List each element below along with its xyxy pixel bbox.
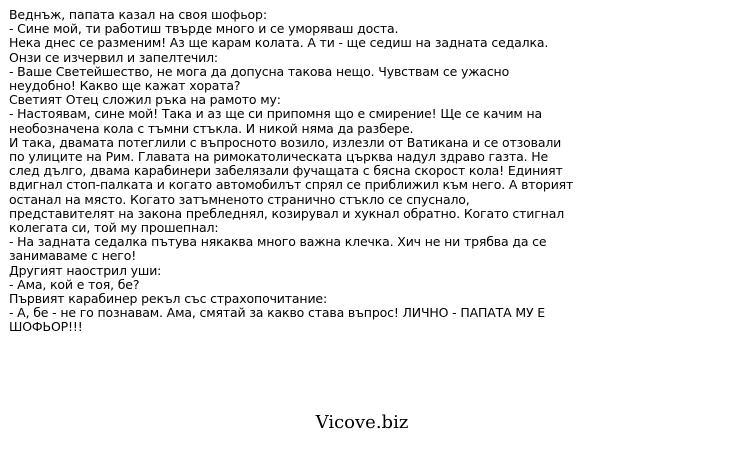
joke-line: Нека днес се разменим! Аз ще карам колата. А ти - ще седиш на задната седалка. <box>9 35 549 51</box>
joke-line: - Ваше Светейшество, не мога да допусна такова нещо. Чувствам се ужасно неудобно! Какво ще кажат хората? <box>9 63 510 94</box>
joke-line: - А, бе - не го познавам. Ама, смятай за какво става въпрос! ЛИЧНО - ПАПАТА МУ Е ШОФЬОР!!! <box>9 305 546 335</box>
joke-line: - Ама, кой е тоя, бе? <box>9 276 140 292</box>
site-watermark: Vicove.biz <box>315 412 409 433</box>
joke-line: - На задната седалка пътува някаква много важна клечка. Хич не ни трябва да се занимаваме с него! <box>9 234 547 264</box>
joke-line: Светият Отец сложил ръка на рамото му: <box>9 92 281 108</box>
joke-line: И така, двамата потеглили с въпросното возило, излезли от Ватикана и се отзовали по улиците на Рим. Главата на римокатолическата църква надул здраво газта. Не след дълго, двама карабинери забелязали фучащата с бясна скорост кола! Единият вдигнал стоп-палката и когато автомобилът спрял се приближил към него. А вторият останал на място. Когато затъмненото странично стъкло се спуснало, представителят на закона пребледнял, козирувал и хукнал обратно. Когато стигнал колегата си, той му прошепнал: <box>9 134 574 236</box>
joke-line: - Настоявам, сине мой! Така и аз ще си припомня що е смирение! Ще се качим на необозначена кола с тъмни стъкла. И никой няма да разбере. <box>9 106 543 136</box>
joke-text <box>9 8 574 335</box>
joke-line: - Сине мой, ти работиш твърде много и се уморяваш доста. <box>9 21 399 37</box>
joke-line: Другият наострил уши: <box>9 262 162 278</box>
joke-line: Веднъж, папата казал на своя шофьор: <box>9 7 267 22</box>
joke-line: Онзи се изчервил и запелтечил: <box>9 49 218 65</box>
joke-line: Първият карабинер рекъл със страхопочитание: <box>9 291 328 307</box>
